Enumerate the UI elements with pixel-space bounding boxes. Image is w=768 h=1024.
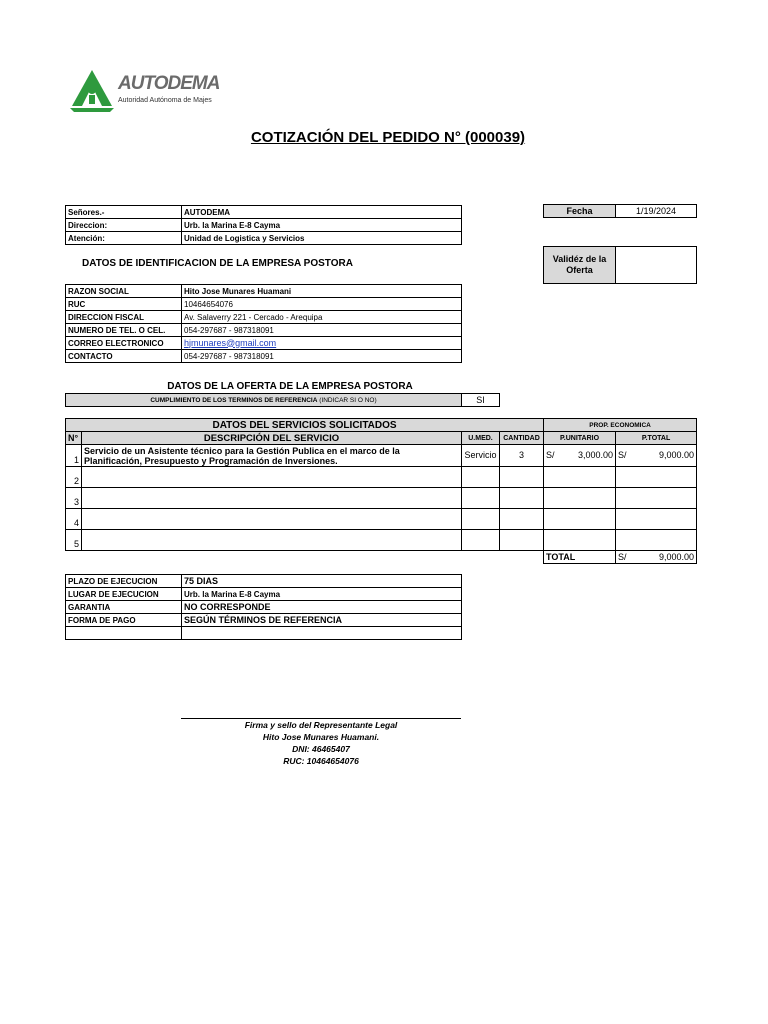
signature-name: Hito Jose Munares Huamani.: [262, 732, 380, 742]
condition-value: NO CORRESPONDE: [182, 601, 462, 614]
logo-tagline: Autoridad Autónoma de Majes: [118, 97, 212, 104]
bidder-row: [66, 324, 462, 337]
header-qty: CANTIDAD: [500, 432, 544, 445]
bidder-table: [65, 284, 462, 363]
unit-price: [544, 509, 616, 530]
client-value: AUTODEMA: [182, 206, 462, 219]
document-title: COTIZACIÓN DEL PEDIDO N° (000039): [250, 129, 526, 146]
bidder-label: RAZON SOCIAL: [66, 285, 182, 298]
service-row: [66, 509, 697, 530]
bidder-row: [66, 337, 462, 350]
fecha-label: Fecha: [544, 205, 616, 218]
condition-value: Urb. la Marina E-8 Cayma: [182, 588, 462, 601]
service-num: 1: [66, 445, 82, 467]
autodema-logo: [70, 68, 220, 112]
total-price: [616, 467, 697, 488]
total-price: [616, 488, 697, 509]
validez-table: [543, 246, 697, 284]
bidder-value: Av. Salaverry 221 - Cercado - Arequipa: [182, 311, 462, 324]
header-total: P.TOTAL: [616, 432, 697, 445]
header-num: N°: [66, 432, 82, 445]
client-table: [65, 205, 462, 245]
service-umed: [462, 530, 500, 551]
service-qty: [500, 509, 544, 530]
service-desc: [82, 509, 462, 530]
bidder-row: [66, 350, 462, 363]
service-row: [66, 467, 697, 488]
condition-row: [66, 601, 462, 614]
service-desc: [82, 530, 462, 551]
service-row: [66, 488, 697, 509]
bidder-label: CORREO ELECTRONICO: [66, 337, 182, 350]
unit-price: 3,000.00: [578, 450, 614, 460]
service-num: 4: [66, 509, 82, 530]
client-row: [66, 232, 462, 245]
services-title: DATOS DEL SERVICIOS SOLICITADOS: [66, 419, 544, 432]
service-desc: [82, 488, 462, 509]
signature-caption: Firma y sello del Representante Legal: [244, 720, 398, 730]
signature-dni: DNI: 46465407: [292, 744, 350, 754]
unit-currency: S/: [546, 450, 555, 460]
services-table: [65, 418, 697, 564]
service-num: 5: [66, 530, 82, 551]
unit-price: [544, 488, 616, 509]
header-unit: P.UNITARIO: [544, 432, 616, 445]
service-row: [66, 530, 697, 551]
service-umed: Servicio: [462, 445, 500, 467]
condition-row: [66, 614, 462, 627]
bidder-section-title: DATOS DE IDENTIFICACION DE LA EMPRESA POSTORA: [82, 258, 353, 269]
validez-value: [616, 247, 697, 284]
bidder-row: [66, 311, 462, 324]
condition-row: [66, 575, 462, 588]
unit-price: [544, 530, 616, 551]
total-row: [66, 551, 697, 564]
conditions-table: [65, 574, 462, 640]
service-qty: [500, 530, 544, 551]
condition-row-empty: [66, 627, 462, 640]
condition-label: FORMA DE PAGO: [66, 614, 182, 627]
fecha-value: 1/19/2024: [616, 205, 697, 218]
client-label: Señores.-: [66, 206, 182, 219]
service-desc: [82, 467, 462, 488]
grand-total-currency: S/: [618, 551, 627, 562]
bidder-label: DIRECCION FISCAL: [66, 311, 182, 324]
offer-section-title: DATOS DE LA OFERTA DE LA EMPRESA POSTORA: [167, 381, 413, 392]
signature-ruc: RUC: 10464654076: [283, 756, 359, 766]
bidder-label: NUMERO DE TEL. O CEL.: [66, 324, 182, 337]
compliance-label: CUMPLIMIENTO DE LOS TERMINOS DE REFERENCIA: [150, 396, 318, 404]
condition-label: GARANTIA: [66, 601, 182, 614]
compliance-value: SI: [462, 394, 500, 407]
condition-label: LUGAR DE EJECUCION: [66, 588, 182, 601]
client-label: Direccion:: [66, 219, 182, 232]
bidder-value: Hito Jose Munares Huamani: [182, 285, 462, 298]
client-row: [66, 206, 462, 219]
client-value: Urb. la Marina E-8 Cayma: [182, 219, 462, 232]
header-umed: U.MED.: [462, 432, 500, 445]
email-link[interactable]: hjmunares@gmail.com: [184, 337, 277, 348]
service-row: [66, 445, 697, 467]
fecha-table: [543, 204, 697, 218]
prop-economica-header: PROP. ECONOMICA: [544, 419, 697, 432]
service-num: 3: [66, 488, 82, 509]
client-label: Atención:: [66, 232, 182, 245]
total-price: [616, 509, 697, 530]
bidder-row: [66, 285, 462, 298]
condition-row: [66, 588, 462, 601]
condition-value: 75 DIAS: [182, 575, 462, 588]
service-umed: [462, 509, 500, 530]
header-desc: DESCRIPCIÓN DEL SERVICIO: [82, 432, 462, 445]
bidder-label: CONTACTO: [66, 350, 182, 363]
service-umed: [462, 488, 500, 509]
service-qty: 3: [500, 445, 544, 467]
client-row: [66, 219, 462, 232]
bidder-label: RUC: [66, 298, 182, 311]
logo-brand: AUTODEMA: [118, 73, 220, 94]
bidder-value: 10464654076: [182, 298, 462, 311]
service-num: 2: [66, 467, 82, 488]
grand-total-value: 9,000.00: [659, 551, 695, 562]
condition-label: PLAZO DE EJECUCION: [66, 575, 182, 588]
bidder-value: 054-297687 - 987318091: [182, 350, 462, 363]
compliance-table: [65, 393, 500, 407]
total-currency: S/: [618, 450, 627, 460]
total-price: 9,000.00: [659, 450, 695, 460]
signature-line: [181, 718, 461, 719]
service-desc: Servicio de un Asistente técnico para la Gestión Publica en el marco de la Planificación, Presupuesto y Programación de Inversiones.: [82, 445, 462, 467]
service-qty: [500, 467, 544, 488]
service-qty: [500, 488, 544, 509]
service-umed: [462, 467, 500, 488]
validez-label: Validéz de la Oferta: [544, 247, 616, 284]
client-value: Unidad de Logistica y Servicios: [182, 232, 462, 245]
unit-price: [544, 467, 616, 488]
condition-value: SEGÚN TÉRMINOS DE REFERENCIA: [182, 614, 462, 627]
compliance-label-suffix: (INDICAR SI O NO): [319, 396, 377, 404]
total-label: TOTAL: [544, 551, 616, 564]
bidder-value: 054-297687 - 987318091: [182, 324, 462, 337]
total-price: [616, 530, 697, 551]
bidder-row: [66, 298, 462, 311]
